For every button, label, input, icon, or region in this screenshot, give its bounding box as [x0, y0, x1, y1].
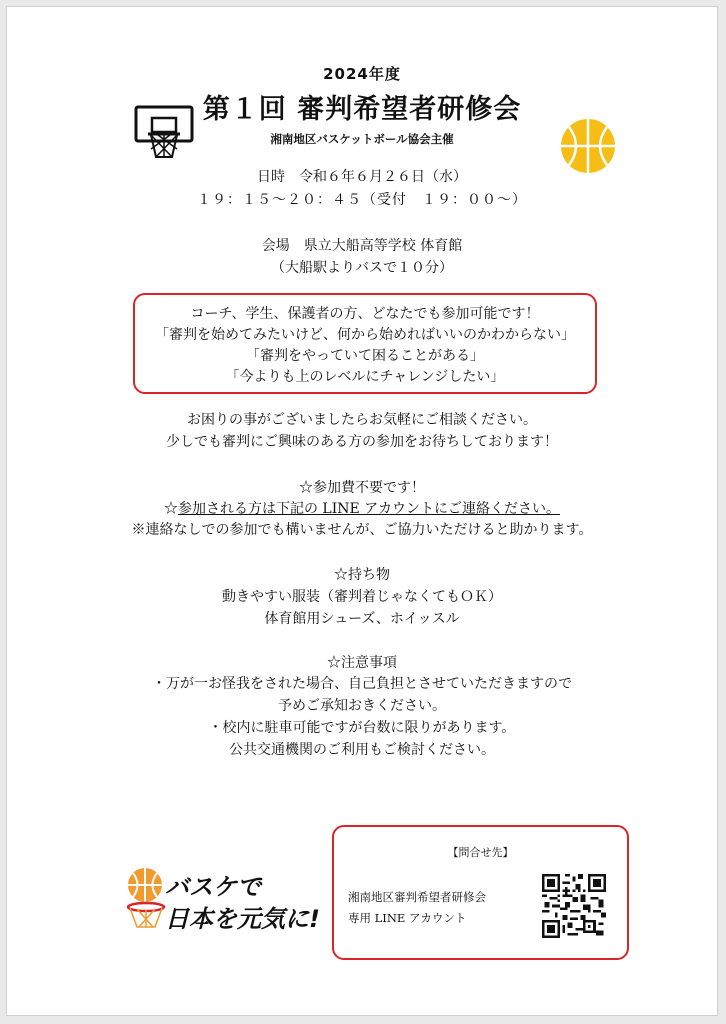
- highlight-line: 「今よりも上のレベルにチャレンジしたい」: [225, 369, 505, 385]
- event-venue: 会場 県立大船高等学校 体育館: [261, 238, 463, 254]
- notes-heading: ☆注意事項: [327, 655, 397, 671]
- invitation-line-2: 少しでも審判にご興味のある方の参加をお待ちしております！: [166, 434, 558, 450]
- fee-line-1: ☆参加費不要です！: [299, 480, 425, 496]
- logo-text-line-2: 日本を元気に!: [165, 905, 320, 933]
- flyer-page: [6, 6, 718, 1016]
- event-date: 日時 令和６年６月２６日（水）: [257, 169, 467, 185]
- invitation-line-1: お困りの事がございましたらお気軽にご相談ください。: [187, 412, 537, 428]
- year-label: 2024年度: [323, 65, 401, 83]
- event-access: （大船駅よりバスで１０分）: [271, 260, 453, 276]
- logo-text-line-1: バスケで: [165, 873, 261, 901]
- fee-line-3: ※連絡なしでの参加でも構いませんが、ご協力いただけると助かります。: [131, 522, 593, 538]
- highlight-box: [133, 293, 597, 394]
- logo-ball-hoop-icon: [125, 865, 169, 935]
- highlight-line: コーチ、学生、保護者の方、どなたでも参加可能です！: [190, 306, 540, 322]
- contact-box: [332, 825, 629, 960]
- notes-line-4: 公共交通機関のご利用もご検討ください。: [229, 742, 495, 758]
- page-title: 第１回 審判希望者研修会: [202, 94, 522, 125]
- belongings-line-1: 動きやすい服装（審判着じゃなくてもＯＫ）: [222, 589, 502, 605]
- contact-line-1: 湘南地区審判希望者研修会: [348, 890, 486, 904]
- belongings-heading: ☆持ち物: [334, 567, 390, 583]
- contact-title: 【問合せ先】: [447, 846, 514, 859]
- highlight-line: 「審判をやっていて困ることがある」: [246, 348, 484, 364]
- fee-line-2: [7, 499, 717, 520]
- notes-line-2: 予めご承知おきください。: [278, 698, 446, 714]
- line-contact-request: 参加される方は下記の LINE アカウントにご連絡ください。: [177, 501, 561, 517]
- event-time: １９：１５～２０：４５（受付 １９：００～）: [197, 192, 527, 208]
- notes-line-1: ・万が一お怪我をされた場合、自己負担とさせていただきますので: [152, 676, 572, 692]
- highlight-line: 「審判を始めてみたいけど、何から始めればいいのかわからない」: [155, 327, 575, 343]
- star-mark: ☆: [163, 501, 178, 517]
- belongings-line-2: 体育館用シューズ、ホイッスル: [264, 611, 460, 627]
- basket-genki-logo: [125, 865, 320, 939]
- notes-line-3: ・校内に駐車可能ですが台数に限りがあります。: [208, 720, 516, 736]
- sponsor-label: 湘南地区バスケットボール協会主催: [270, 132, 454, 146]
- line-qr-code[interactable]: [542, 874, 606, 938]
- contact-line-2: 専用 LINE アカウント: [348, 911, 467, 925]
